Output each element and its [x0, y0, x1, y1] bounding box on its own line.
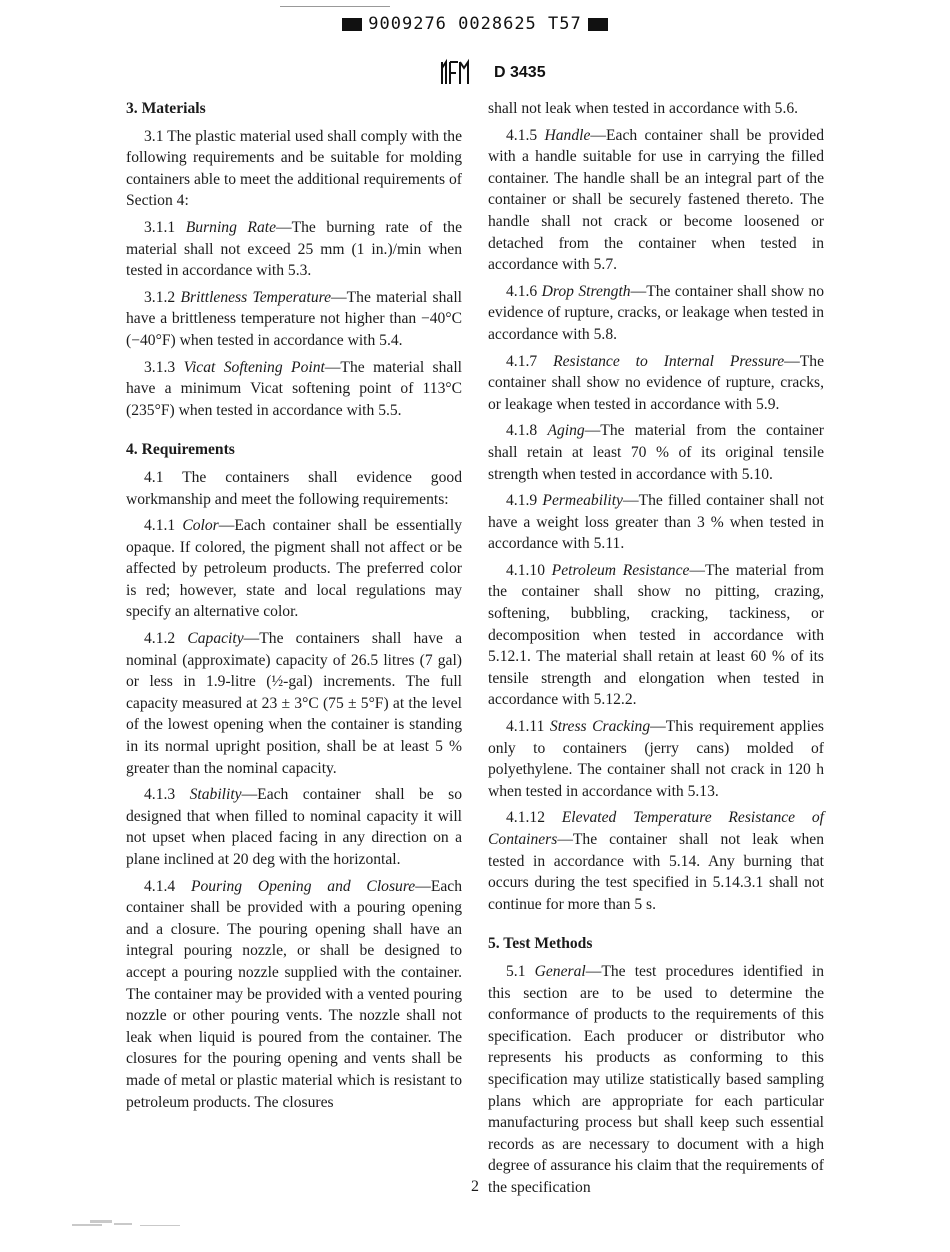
right-column: [488, 98, 824, 1204]
paragraph-3-1-3: 3.1.3 Vicat Softening Point—The material shall have a minimum Vicat softening point of 113°C (235°F) when tested in accordance with 5.5.: [126, 358, 462, 419]
paragraph-3-1-2: 3.1.2 Brittleness Temperature—The material shall have a brittleness temperature not higher than −40°C (−40°F) when tested in accordance with 5.4.: [126, 288, 462, 349]
paragraph-4-1-2: 4.1.2 Capacity—The containers shall have a nominal (approximate) capacity of 26.5 litres (7 gal) or less in 1.9-litre (½-gal) increments. The full capacity measured at 23 ± 3°C (75 ± 5°F) at the level of the lowest opening when the container is standing in its normal upright position, shall be at least 5 % greater than the nominal capacity.: [126, 630, 462, 777]
paragraph-4-1-8: 4.1.8 Aging—The material from the container shall retain at least 70 % of its original tensile strength when tested in accordance with 5.10.: [488, 422, 825, 483]
paragraph-4-1-11: 4.1.11 Stress Cracking—This requirement applies only to containers (jerry cans) molded of polyethylene. The container shall not crack in 120 h when tested in accordance with 5.13.: [488, 718, 824, 800]
page-number: 2: [471, 1178, 479, 1195]
paragraph-4-1-10: 4.1.10 Petroleum Resistance—The material from the container shall show no pitting, crazing, softening, bubbling, cracking, tackiness, or decomposition when tested in accordance with 5.12.1. The material shall retain at least 60 % of its tensile strength and elongation when tested in accordance with 5.12.2.: [488, 561, 825, 709]
page-header: [438, 58, 546, 88]
paragraph-3-1: 3.1 The plastic material used shall comply with the following requirements and be suitable for molding containers able to meet the additional requirements of Section 4:: [126, 127, 463, 210]
paragraph-4-1-4-continued: shall not leak when tested in accordance with 5.6.: [488, 100, 799, 117]
paragraph-4-1-5: 4.1.5 Handle—Each container shall be provided with a handle suitable for use in carrying the filled container. The handle shall be an integral part of the container or shall be securely fastened thereto. The handle shall not crack or become loosened or detached from the container when tested in accordance with 5.7.: [488, 126, 824, 274]
paragraph-4-1-12: 4.1.12 Elevated Temperature Resistance of Containers—The container shall not leak when tested in accordance with 5.14. Any burning that occurs during the test specified in 5.14.3.1 shall not continue for more than 5 s.: [488, 809, 824, 913]
paragraph-5-1: 5.1 General—The test procedures identified in this section are to be used to determine the conformance of products to the requirements of this specification. Each producer or distributor who represents his products as conforming to this specification may utilize statistically based sampling plans which are appropriate for each particular manufacturing process but shall keep such essential records as are necessary to document with a high degree of assurance his claim that the requirements of the specification: [488, 962, 824, 1196]
barcode-strip: [0, 14, 950, 34]
paragraph-3-1-1: 3.1.1 Burning Rate—The burning rate of the material shall not exceed 25 mm (1 in.)/min when tested in accordance with 5.3.: [126, 218, 462, 280]
paragraph-4-1-1: 4.1.1 Color—Each container shall be essentially opaque. If colored, the pigment shall not affect or be affected by petroleum products. The preferred color is red; however, state and local regulations may specify an alternative color.: [126, 517, 463, 621]
barcode-text: 9009276 0028625 T57: [368, 14, 582, 34]
left-column: [126, 98, 462, 1118]
paragraph-4-1-4: 4.1.4 Pouring Opening and Closure—Each container shall be provided with a pouring opening and a closure. The pouring opening shall have an integral pouring nozzle, or shall be designed to accept a pouring nozzle supplied with the container. The container may be provided with a vented pouring nozzle or other pouring vents. The nozzle shall not leak when liquid is poured from the container. The closures for the pouring opening and vents shall be made of metal or plastic material which is resistant to petroleum products. The closures: [126, 877, 462, 1111]
section-heading-test-methods: 5. Test Methods: [488, 935, 593, 953]
barcode-left-block: [342, 18, 362, 31]
standard-designation: D 3435: [494, 64, 546, 81]
section-heading-requirements: 4. Requirements: [126, 441, 235, 459]
astm-logo-icon: [438, 58, 472, 88]
paragraph-4-1-7: 4.1.7 Resistance to Internal Pressure—The container shall show no evidence of rupture, cracks, or leakage when tested in accordance with 5.9.: [488, 352, 824, 413]
paragraph-4-1-3: 4.1.3 Stability—Each container shall be so designed that when filled to nominal capacity it will not upset when placed facing in any direction on a plane inclined at 20 deg with the horizontal.: [126, 786, 462, 868]
section-heading-materials: 3. Materials: [126, 100, 206, 117]
paragraph-4-1-6: 4.1.6 Drop Strength—The container shall show no evidence of rupture, cracks, or leakage when tested in accordance with 5.8.: [488, 282, 825, 343]
scan-artifact-line: [280, 6, 390, 7]
barcode-right-block: [588, 18, 608, 31]
scan-smudge-decoration: [70, 1214, 230, 1232]
paragraph-4-1: 4.1 The containers shall evidence good workmanship and meet the following requirements:: [126, 468, 462, 508]
paragraph-4-1-9: 4.1.9 Permeability—The filled container shall not have a weight loss greater than 3 % when tested in accordance with 5.11.: [488, 492, 824, 553]
